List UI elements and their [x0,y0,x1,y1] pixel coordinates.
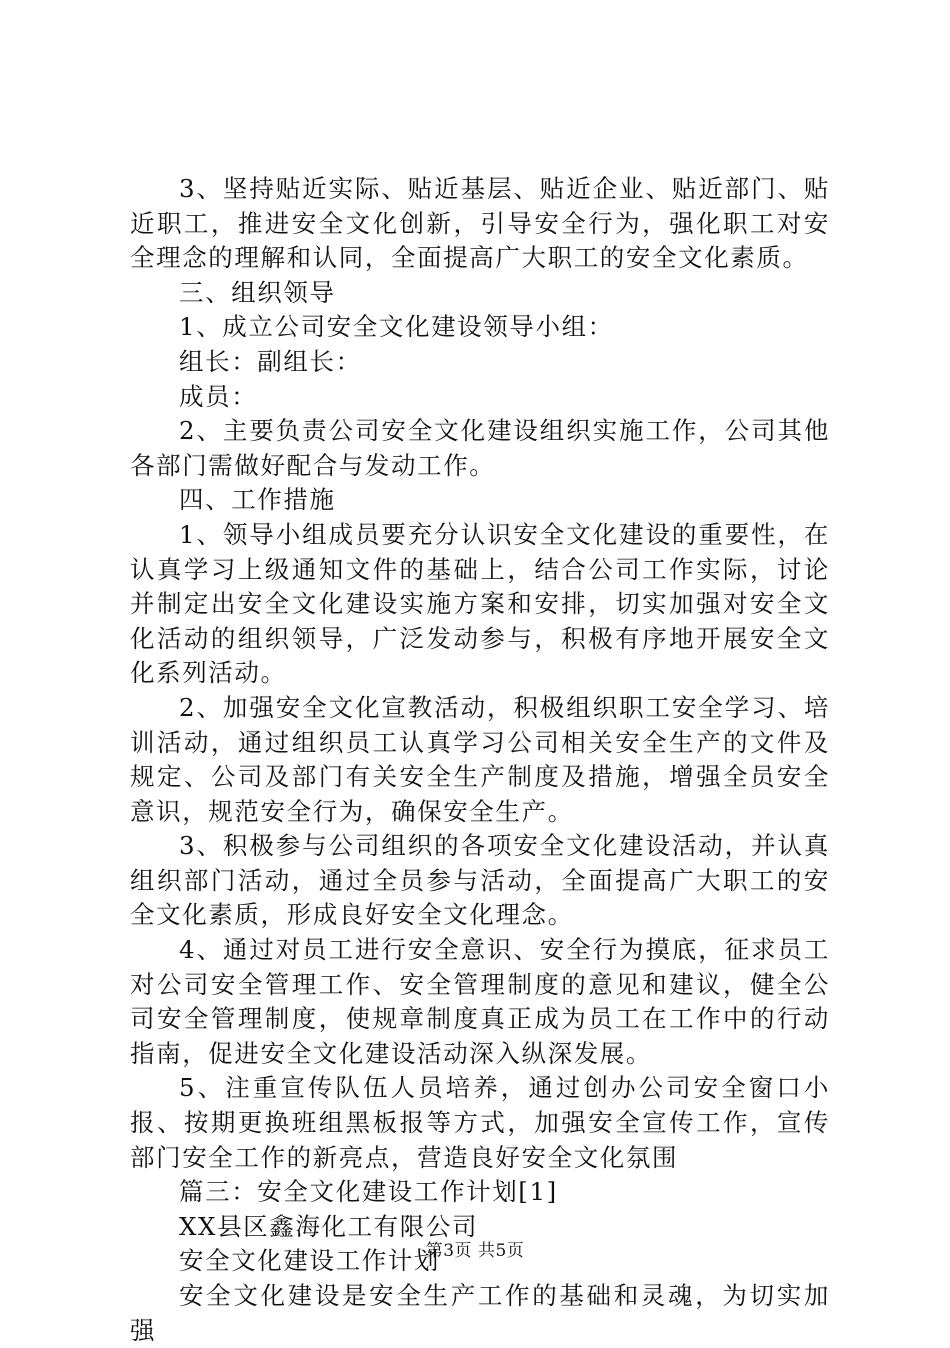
paragraph-measure-5: 5、注重宣传队伍人员培养，通过创办公司安全窗口小报、按期更换班组黑板报等方式，加强安全宣传工作，宣传部门安全工作的新亮点，营造良好安全文化氛围 [130,1073,830,1172]
paragraph-measure-4: 4、通过对员工进行安全意识、安全行为摸底，征求员工对公司安全管理工作、安全管理制度的意见和建议，健全公司安全管理制度，使规章制度真正成为员工在工作中的行动指南，促进安全文化建设活动深入纵深发展。 [130,935,830,1068]
chapter-heading-part-three: 篇三：安全文化建设工作计划[1] [179,1177,558,1207]
company-name: XX县区鑫海化工有限公司 [179,1211,479,1241]
paragraph-members: 成员： [179,381,258,411]
page-footer [0,1240,950,1262]
paragraph-leadership-group: 1、成立公司安全文化建设领导小组： [179,312,614,342]
paragraph-responsibility: 2、主要负责公司安全文化建设组织实施工作，公司其他各部门需做好配合与发动工作。 [130,416,830,480]
paragraph-item-3-principle: 3、坚持贴近实际、贴近基层、贴近企业、贴近部门、贴近职工，推进安全文化创新，引导安全行为，强化职工对安全理念的理解和认同，全面提高广大职工的安全文化素质。 [130,174,830,273]
document-body [130,172,830,1348]
paragraph-measure-3: 3、积极参与公司组织的各项安全文化建设活动，并认真组织部门活动，通过全员参与活动，全面提高广大职工的安全文化素质，形成良好安全文化理念。 [130,831,830,930]
paragraph-measure-1: 1、领导小组成员要充分认识安全文化建设的重要性，在认真学习上级通知文件的基础上，结合公司工作实际，讨论并制定出安全文化建设实施方案和安排，切实加强对安全文化活动的组织领导，广泛发动参与，积极有序地开展安全文化系列活动。 [130,519,830,688]
plan-title: 安全文化建设工作计划 [179,1246,440,1276]
page-number-label: 第3页 共5页 [425,1241,525,1261]
section-heading-organization: 三、组织领导 [179,277,336,307]
paragraph-plan-intro: 安全文化建设是安全生产工作的基础和灵魂，为切实加强 [130,1281,830,1345]
paragraph-group-leaders: 组长：副组长： [179,346,362,376]
section-heading-measures: 四、工作措施 [179,485,336,515]
paragraph-measure-2: 2、加强安全文化宣教活动，积极组织职工安全学习、培训活动，通过组织员工认真学习公司相关安全生产的文件及规定、公司及部门有关安全生产制度及措施，增强全员安全意识，规范安全行为，确保安全生产。 [130,692,830,826]
